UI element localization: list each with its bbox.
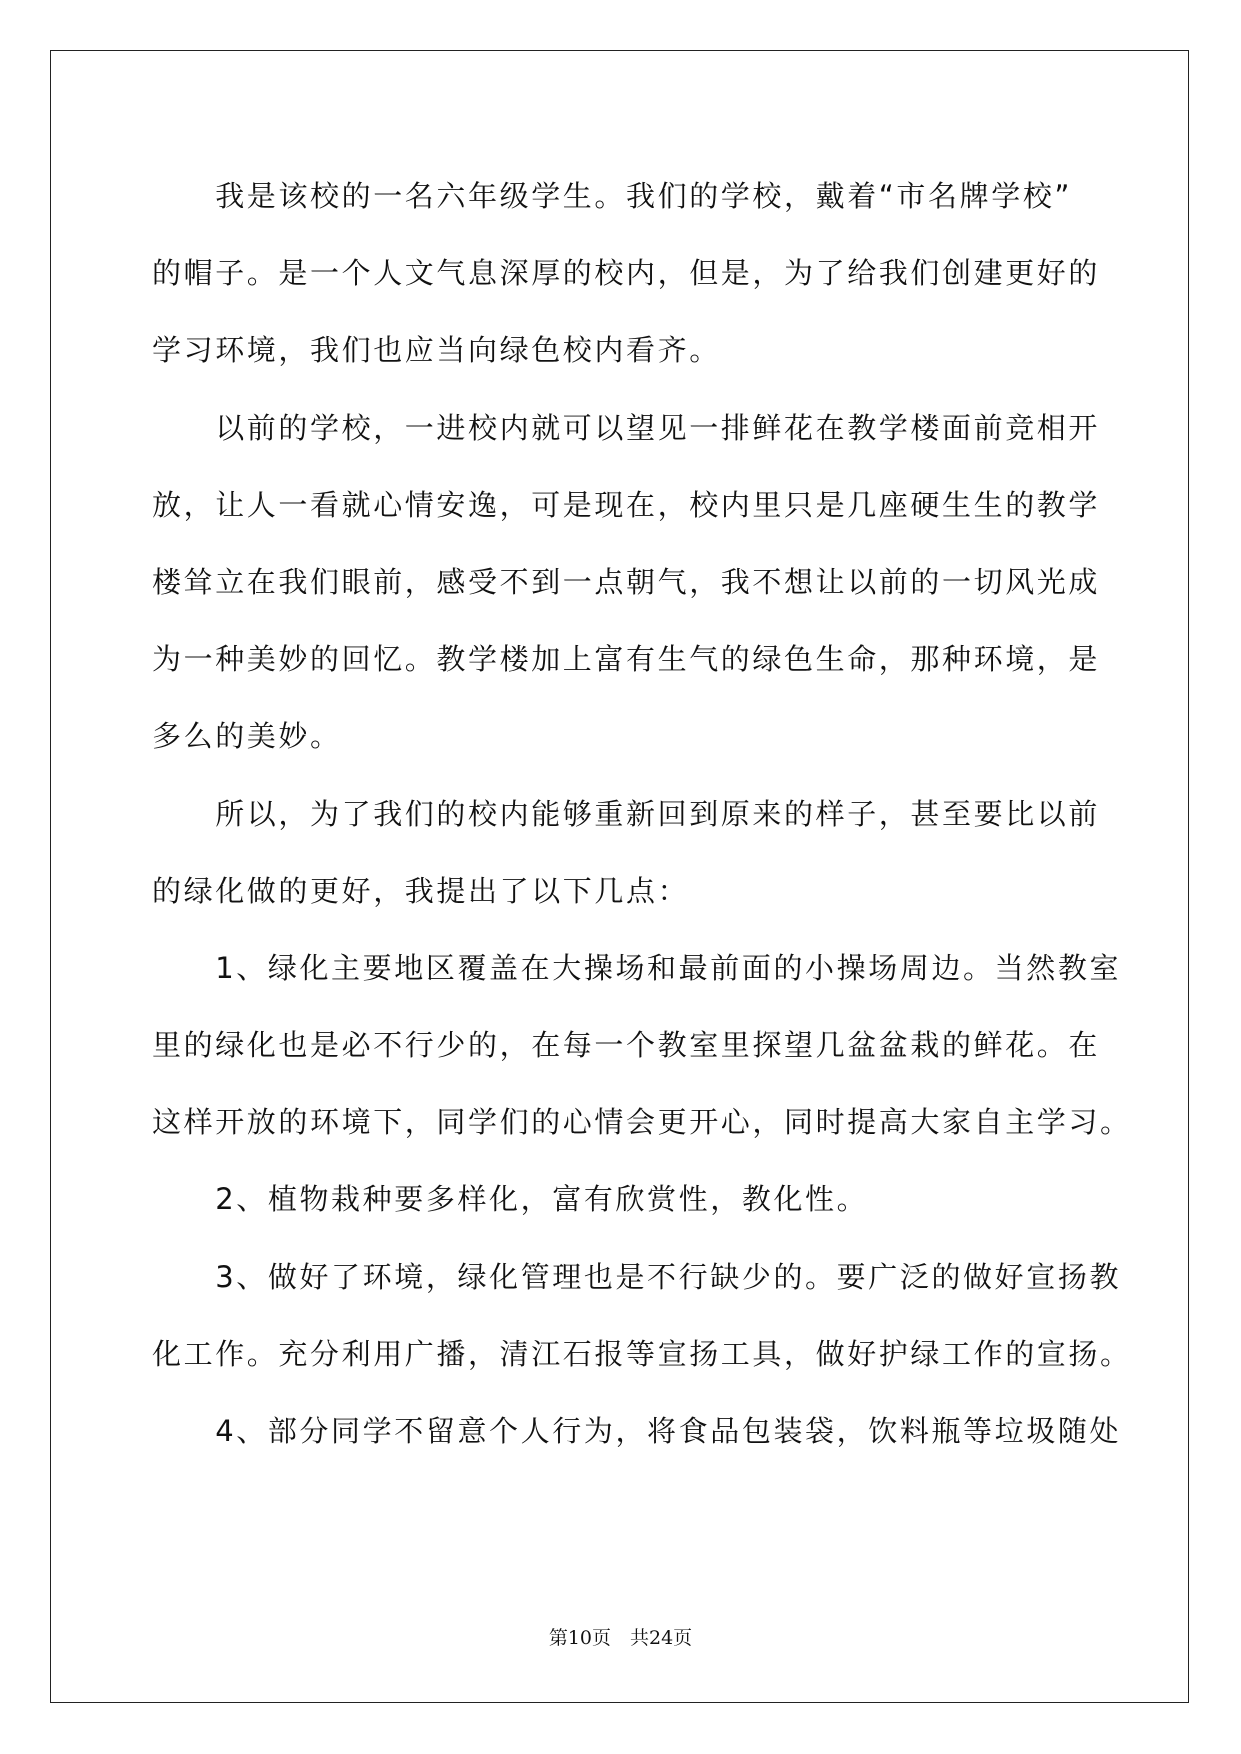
page-number-footer: 第10页 共24页	[548, 1627, 693, 1649]
text-line: 的绿化做的更好，我提出了以下几点：	[152, 873, 690, 908]
text-line: 以前的学校，一进校内就可以望见一排鲜花在教学楼面前竞相开	[152, 410, 1101, 445]
text-line: 这样开放的环境下，同学们的心情会更开心，同时提高大家自主学习。	[152, 1105, 1132, 1140]
text-line: 我是该校的一名六年级学生。我们的学校，戴着“市名牌学校”	[152, 179, 1073, 213]
text-line: 的帽子。是一个人文气息深厚的校内，但是，为了给我们创建更好的	[152, 256, 1101, 291]
text-line: 3、做好了环境，绿化管理也是不行缺少的。要广泛的做好宣扬教	[152, 1259, 1122, 1294]
text-line: 多么的美妙。	[152, 719, 342, 754]
text-line: 放，让人一看就心情安逸，可是现在，校内里只是几座硬生生的教学	[152, 487, 1101, 522]
text-line: 里的绿化也是必不行少的，在每一个教室里探望几盆盆栽的鲜花。在	[152, 1028, 1101, 1063]
text-line: 楼耸立在我们眼前，感受不到一点朝气，我不想让以前的一切风光成	[152, 564, 1101, 599]
text-line: 2、植物栽种要多样化，富有欣赏性，教化性。	[152, 1182, 869, 1217]
text-line: 化工作。充分利用广播，清江石报等宣扬工具，做好护绿工作的宣扬。	[152, 1336, 1132, 1371]
text-line: 4、部分同学不留意个人行为，将食品包装袋，饮料瓶等垃圾随处	[152, 1414, 1122, 1448]
text-line: 为一种美妙的回忆。教学楼加上富有生气的绿色生命，那种环境，是	[152, 642, 1101, 677]
text-line: 学习环境，我们也应当向绿色校内看齐。	[152, 333, 721, 368]
text-line: 所以，为了我们的校内能够重新回到原来的样子，甚至要比以前	[152, 796, 1101, 831]
text-line: 1、绿化主要地区覆盖在大操场和最前面的小操场周边。当然教室	[152, 950, 1122, 985]
document-body	[152, 158, 1132, 1470]
